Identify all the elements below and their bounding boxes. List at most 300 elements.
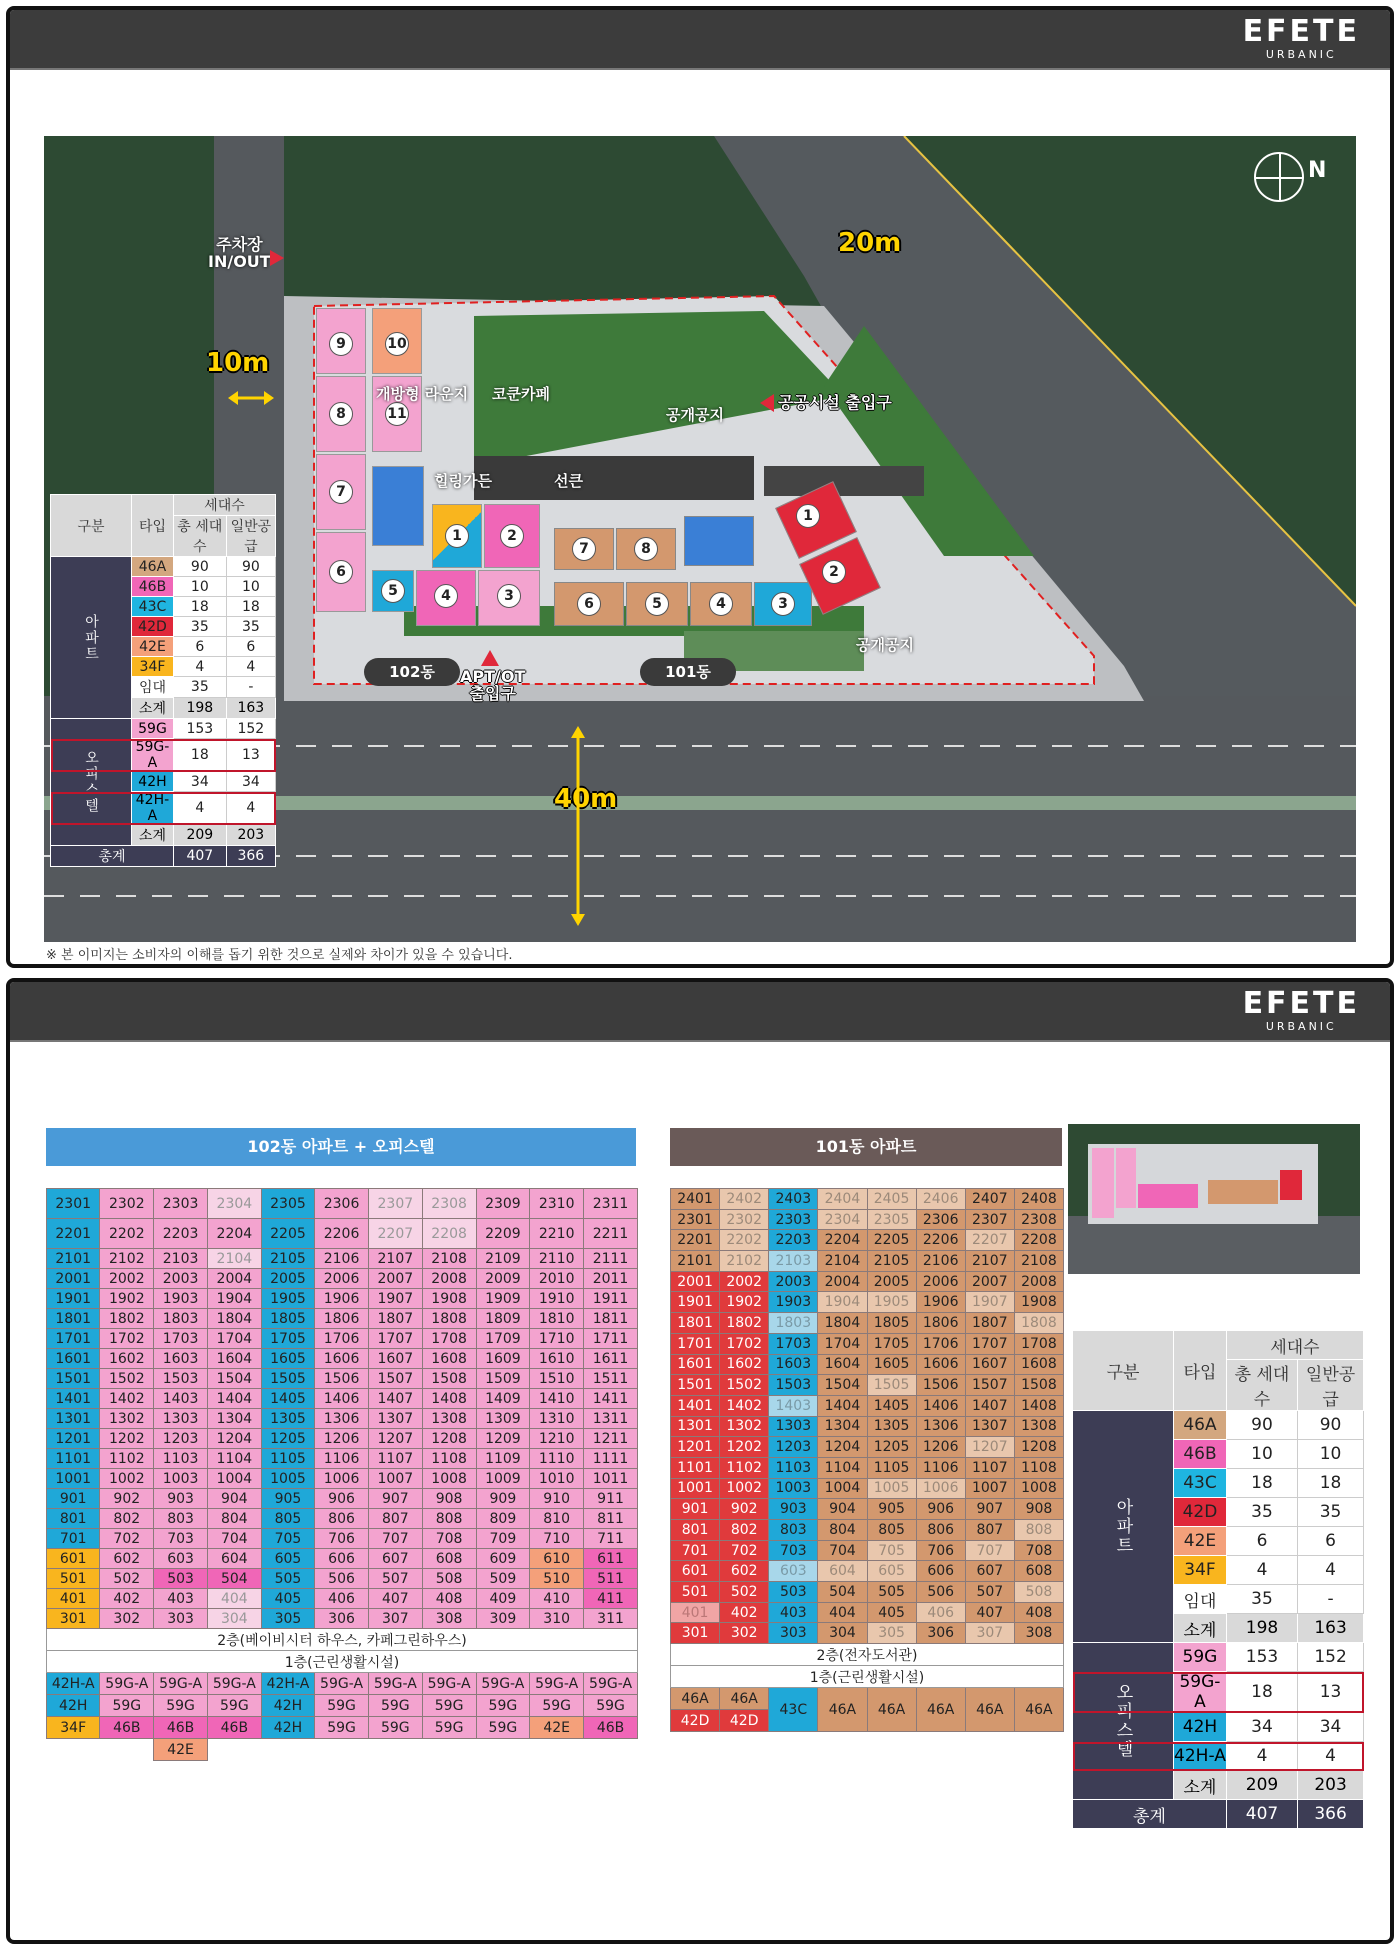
apt-subtotal-total: 198 <box>1226 1614 1297 1643</box>
type-cell: 46B <box>132 577 174 597</box>
h-cat: 구분 <box>1073 1331 1174 1411</box>
ground-type-cell: 42H <box>47 1695 100 1717</box>
unit-cell: 2210 <box>530 1219 584 1249</box>
unit-cell: 1809 <box>476 1309 530 1329</box>
general-cell: 90 <box>1298 1411 1364 1440</box>
type-cell: 42H <box>132 772 174 792</box>
unit-cell: 1705 <box>867 1333 916 1354</box>
unit-cell: 1608 <box>1014 1354 1063 1375</box>
unit-cell: 1710 <box>530 1329 584 1349</box>
unit-cell: 1506 <box>916 1375 965 1396</box>
unit-cell: 1105 <box>261 1449 314 1469</box>
ground-type-cell: 59G <box>368 1717 422 1739</box>
unit-cell: 1807 <box>965 1313 1014 1334</box>
unit-cell: 1201 <box>47 1429 100 1449</box>
unit-cell: 1305 <box>261 1409 314 1429</box>
unit-cell: 1811 <box>584 1309 638 1329</box>
unit-cell: 1410 <box>530 1389 584 1409</box>
floor-row <box>671 1292 1064 1313</box>
b102-unit-marker: 3 <box>497 584 521 608</box>
b101-unit-marker: 1 <box>796 504 820 528</box>
summary-table-2 <box>1072 1330 1364 1829</box>
grand-general: 366 <box>1298 1800 1364 1829</box>
unit-cell: 901 <box>47 1489 100 1509</box>
place-lounge: 개방형 라운지 <box>376 385 469 403</box>
ground-type-cell: 46B <box>584 1717 638 1739</box>
floor-row <box>671 1395 1064 1416</box>
summary-table-map <box>50 494 276 867</box>
general-cell: 4 <box>1298 1556 1364 1585</box>
unit-cell: 2008 <box>422 1269 476 1289</box>
general-cell: 13 <box>1298 1672 1364 1713</box>
unit-cell: 2204 <box>818 1230 867 1251</box>
unit-cell: 911 <box>584 1489 638 1509</box>
unit-cell: 706 <box>315 1529 369 1549</box>
total-cell: 34 <box>173 772 226 792</box>
floor-row <box>47 1329 638 1349</box>
unit-cell: 405 <box>261 1589 314 1609</box>
dim-arrow-10m <box>228 388 274 408</box>
b101-unit-marker: 2 <box>822 560 846 584</box>
apt-entrance-label: APT/OT 출입구 <box>460 667 526 703</box>
unit-cell: 2201 <box>671 1230 720 1251</box>
unit-cell: 1111 <box>584 1449 638 1469</box>
unit-cell: 1608 <box>422 1349 476 1369</box>
floor-row <box>47 1509 638 1529</box>
unit-cell: 602 <box>720 1561 769 1582</box>
apt-subtotal-label: 소계 <box>1174 1614 1227 1643</box>
unit-cell: 1905 <box>867 1292 916 1313</box>
unit-cell: 2306 <box>916 1209 965 1230</box>
bldg-102-title: 102동 아파트 + 오피스텔 <box>46 1128 636 1166</box>
apt-subtotal-label: 소계 <box>132 698 174 719</box>
ground-type-cell: 59G-A <box>207 1673 261 1695</box>
floor1-label: 1층(근린생활시설) <box>671 1666 1064 1688</box>
rooftop-solar <box>372 466 424 546</box>
unit-cell: 1310 <box>530 1409 584 1429</box>
unit-cell: 1801 <box>47 1309 100 1329</box>
unit-cell: 1605 <box>261 1349 314 1369</box>
ground-type-cell: 46A <box>965 1688 1014 1732</box>
unit-cell: 2308 <box>422 1189 476 1219</box>
unit-cell: 601 <box>47 1549 100 1569</box>
unit-cell: 1303 <box>769 1416 818 1437</box>
unit-cell: 1603 <box>154 1349 208 1369</box>
general-cell: 34 <box>226 772 275 792</box>
unit-cell: 2103 <box>769 1251 818 1272</box>
floor-row <box>671 1540 1064 1561</box>
unit-cell: 1107 <box>368 1449 422 1469</box>
unit-cell: 402 <box>100 1589 154 1609</box>
unit-cell: 2007 <box>368 1269 422 1289</box>
sunken-area <box>474 456 754 500</box>
unit-cell: 804 <box>207 1509 261 1529</box>
unit-cell: 902 <box>720 1499 769 1520</box>
unit-cell: 1008 <box>422 1469 476 1489</box>
ground-type-cell: 46A <box>867 1688 916 1732</box>
road-width-40m: 40m <box>554 784 618 814</box>
type-cell: 42E <box>1174 1527 1227 1556</box>
unit-cell: 2307 <box>965 1209 1014 1230</box>
unit-cell: 1404 <box>818 1395 867 1416</box>
road-width-10m: 10m <box>206 348 270 378</box>
unit-cell: 1611 <box>584 1349 638 1369</box>
ground-type-cell: 42E <box>154 1739 208 1761</box>
unit-cell: 2408 <box>1014 1189 1063 1210</box>
unit-cell: 1806 <box>315 1309 369 1329</box>
unit-cell: 506 <box>916 1582 965 1603</box>
unit-cell: 1902 <box>100 1289 154 1309</box>
unit-cell: 2002 <box>720 1271 769 1292</box>
ground-type-cell: 59G <box>207 1695 261 1717</box>
unit-cell: 1503 <box>154 1369 208 1389</box>
unit-cell: 1104 <box>207 1449 261 1469</box>
unit-cell: 611 <box>584 1549 638 1569</box>
unit-cell: 1207 <box>368 1429 422 1449</box>
unit-cell: 403 <box>154 1589 208 1609</box>
unit-cell: 2008 <box>1014 1271 1063 1292</box>
place-sunken: 선큰 <box>554 472 583 490</box>
ground-type-cell: 59G <box>476 1695 530 1717</box>
unit-cell: 1601 <box>671 1354 720 1375</box>
unit-cell: 501 <box>671 1582 720 1603</box>
type-cell: 59G <box>1174 1643 1227 1672</box>
bldg-101-unit-grid <box>670 1188 1064 1732</box>
unit-cell: 1306 <box>315 1409 369 1429</box>
unit-cell: 1409 <box>476 1389 530 1409</box>
floor1-label: 1층(근린생활시설) <box>47 1651 638 1673</box>
type-cell: 34F <box>132 657 174 677</box>
h-units: 세대수 <box>173 495 275 516</box>
summary-row <box>51 557 276 577</box>
unit-cell: 1604 <box>818 1354 867 1375</box>
grand-total: 407 <box>1226 1800 1297 1829</box>
floor-row <box>47 1569 638 1589</box>
unit-cell: 610 <box>530 1549 584 1569</box>
floor-row <box>671 1623 1064 1644</box>
compass-icon <box>1254 152 1304 202</box>
floor-row <box>671 1271 1064 1292</box>
floor2-label: 2층(베이비시터 하우스, 카페그린하우스) <box>47 1629 638 1651</box>
unit-cell: 1901 <box>671 1292 720 1313</box>
unit-cell: 1704 <box>818 1333 867 1354</box>
unit-cell: 707 <box>965 1540 1014 1561</box>
h-general: 일반공급 <box>226 516 275 557</box>
unit-cell: 2004 <box>818 1271 867 1292</box>
unit-cell: 1802 <box>100 1309 154 1329</box>
unit-cell: 1303 <box>154 1409 208 1429</box>
unit-cell: 1501 <box>47 1369 100 1389</box>
unit-cell: 2102 <box>100 1249 154 1269</box>
unit-cell: 711 <box>584 1529 638 1549</box>
unit-cell: 1309 <box>476 1409 530 1429</box>
header-bar <box>10 10 1390 70</box>
unit-cell: 1202 <box>720 1437 769 1458</box>
ground-type-cell: 46A <box>818 1688 867 1732</box>
unit-cell: 1508 <box>1014 1375 1063 1396</box>
ground-type-cell: 42H-A <box>261 1673 314 1695</box>
unit-cell: 407 <box>368 1589 422 1609</box>
unit-cell: 801 <box>671 1520 720 1541</box>
unit-cell: 1903 <box>154 1289 208 1309</box>
unit-cell: 1708 <box>422 1329 476 1349</box>
unit-cell: 1004 <box>818 1478 867 1499</box>
total-cell: 34 <box>1226 1713 1297 1742</box>
b101-unit-marker: 8 <box>634 537 658 561</box>
floor-row <box>671 1499 1064 1520</box>
unit-cell: 1703 <box>154 1329 208 1349</box>
unit-cell: 805 <box>261 1509 314 1529</box>
b102-unit-marker: 1 <box>445 524 469 548</box>
unit-cell: 907 <box>368 1489 422 1509</box>
unit-cell: 702 <box>720 1540 769 1561</box>
ground-type-cell: 59G <box>530 1695 584 1717</box>
unit-cell: 2109 <box>476 1249 530 1269</box>
ground-type-cell: 59G <box>422 1717 476 1739</box>
unit-cell: 710 <box>530 1529 584 1549</box>
total-cell: 35 <box>1226 1585 1297 1614</box>
unit-cell: 304 <box>207 1609 261 1629</box>
apt-subtotal-total: 198 <box>173 698 226 719</box>
type-cell: 46A <box>1174 1411 1227 1440</box>
general-cell: 6 <box>1298 1527 1364 1556</box>
ground-type-cell: 59G <box>584 1695 638 1717</box>
unit-cell: 409 <box>476 1589 530 1609</box>
ofs-subtotal-label: 소계 <box>132 825 174 846</box>
total-cell: 35 <box>173 617 226 637</box>
ground-type-cell: 42H <box>261 1695 314 1717</box>
unit-cell: 1802 <box>720 1313 769 1334</box>
unit-cell: 806 <box>916 1520 965 1541</box>
unit-cell: 1006 <box>916 1478 965 1499</box>
unit-cell: 2108 <box>422 1249 476 1269</box>
floor-row <box>671 1457 1064 1478</box>
unit-cell: 2310 <box>530 1189 584 1219</box>
type-cell: 42H-A <box>1174 1742 1227 1771</box>
type-cell: 59G-A <box>1174 1672 1227 1713</box>
total-cell: 18 <box>1226 1672 1297 1713</box>
unit-cell: 1108 <box>1014 1457 1063 1478</box>
dim-arrow-40m <box>568 726 588 926</box>
unit-cell: 704 <box>818 1540 867 1561</box>
unit-cell: 2302 <box>720 1209 769 1230</box>
unit-cell: 311 <box>584 1609 638 1629</box>
unit-cell: 2203 <box>154 1219 208 1249</box>
unit-cell: 1008 <box>1014 1478 1063 1499</box>
unit-cell: 1407 <box>965 1395 1014 1416</box>
unit-cell: 903 <box>154 1489 208 1509</box>
unit-cell: 1101 <box>671 1457 720 1478</box>
floor-row <box>47 1529 638 1549</box>
unit-cell: 1907 <box>965 1292 1014 1313</box>
unit-cell: 2311 <box>584 1189 638 1219</box>
general-cell: 4 <box>226 792 275 825</box>
ground-type-cell: 46B <box>100 1717 154 1739</box>
unit-cell: 1909 <box>476 1289 530 1309</box>
unit-cell: 309 <box>476 1609 530 1629</box>
general-cell: - <box>226 677 275 698</box>
unit-cell: 1703 <box>769 1333 818 1354</box>
unit-cell: 1807 <box>368 1309 422 1329</box>
unit-cell: 2111 <box>584 1249 638 1269</box>
unit-cell: 801 <box>47 1509 100 1529</box>
unit-cell: 1904 <box>818 1292 867 1313</box>
general-cell: 152 <box>1298 1643 1364 1672</box>
unit-cell: 1505 <box>867 1375 916 1396</box>
unit-cell: 1702 <box>720 1333 769 1354</box>
unit-cell: 1505 <box>261 1369 314 1389</box>
unit-cell: 2303 <box>154 1189 208 1219</box>
unit-cell: 1602 <box>100 1349 154 1369</box>
cat-apt: 아파트 <box>1073 1411 1174 1643</box>
summary-row <box>1073 1411 1364 1440</box>
unit-cell: 706 <box>916 1540 965 1561</box>
total-cell: 18 <box>173 597 226 617</box>
unit-cell: 703 <box>769 1540 818 1561</box>
unit-cell: 811 <box>584 1509 638 1529</box>
unit-cell: 1709 <box>476 1329 530 1349</box>
total-cell: 4 <box>1226 1556 1297 1585</box>
unit-cell: 908 <box>1014 1499 1063 1520</box>
unit-cell: 508 <box>1014 1582 1063 1603</box>
type-cell: 34F <box>1174 1556 1227 1585</box>
unit-cell: 1808 <box>422 1309 476 1329</box>
unit-cell: 909 <box>476 1489 530 1509</box>
unit-cell: 401 <box>47 1589 100 1609</box>
unit-cell: 1101 <box>47 1449 100 1469</box>
unit-cell: 907 <box>965 1499 1014 1520</box>
unit-cell: 1110 <box>530 1449 584 1469</box>
total-cell: 4 <box>173 657 226 677</box>
unit-cell: 608 <box>1014 1561 1063 1582</box>
unit-cell: 407 <box>965 1602 1014 1623</box>
unit-cell: 2007 <box>965 1271 1014 1292</box>
unit-cell: 1507 <box>368 1369 422 1389</box>
unit-cell: 301 <box>47 1609 100 1629</box>
unit-cell: 1804 <box>207 1309 261 1329</box>
type-cell: 59G-A <box>132 739 174 772</box>
unit-cell: 1504 <box>818 1375 867 1396</box>
total-cell: 4 <box>173 792 226 825</box>
unit-cell: 1302 <box>720 1416 769 1437</box>
unit-cell: 1104 <box>818 1457 867 1478</box>
unit-cell: 1806 <box>916 1313 965 1334</box>
unit-cell: 2003 <box>154 1269 208 1289</box>
ground-type-cell: 59G <box>100 1695 154 1717</box>
unit-cell: 2309 <box>476 1189 530 1219</box>
unit-cell: 404 <box>207 1589 261 1609</box>
unit-cell: 1001 <box>671 1478 720 1499</box>
unit-cell: 1005 <box>261 1469 314 1489</box>
floor-row <box>47 1449 638 1469</box>
unit-cell: 1805 <box>867 1313 916 1334</box>
unit-cell: 305 <box>261 1609 314 1629</box>
parking-arrow <box>270 250 284 266</box>
unit-cell: 1206 <box>315 1429 369 1449</box>
b102-unit-marker: 4 <box>434 584 458 608</box>
ground-type-cell: 59G <box>315 1695 369 1717</box>
unit-cell: 303 <box>154 1609 208 1629</box>
unit-cell: 1107 <box>965 1457 1014 1478</box>
unit-cell: 1210 <box>530 1429 584 1449</box>
unit-cell: 2106 <box>315 1249 369 1269</box>
unit-cell: 2301 <box>47 1189 100 1219</box>
unit-cell: 1708 <box>1014 1333 1063 1354</box>
unit-cell: 2001 <box>671 1271 720 1292</box>
brand-logo-2 <box>1243 988 1360 1034</box>
ground-type-cell: 59G-A <box>584 1673 638 1695</box>
unit-cell: 605 <box>261 1549 314 1569</box>
unit-cell: 1403 <box>769 1395 818 1416</box>
ground-type-cell: 46B <box>207 1717 261 1739</box>
bldg-101-title: 101동 아파트 <box>670 1128 1062 1166</box>
unit-cell: 1002 <box>720 1478 769 1499</box>
unit-cell: 2105 <box>867 1251 916 1272</box>
unit-cell: 1901 <box>47 1289 100 1309</box>
unit-cell: 1501 <box>671 1375 720 1396</box>
unit-cell: 708 <box>1014 1540 1063 1561</box>
unit-cell: 2202 <box>100 1219 154 1249</box>
unit-cell: 502 <box>100 1569 154 1589</box>
unit-cell: 1603 <box>769 1354 818 1375</box>
ofs-subtotal-total: 209 <box>1226 1771 1297 1800</box>
unit-cell: 1405 <box>261 1389 314 1409</box>
total-cell: 35 <box>173 677 226 698</box>
unit-cell: 2202 <box>720 1230 769 1251</box>
unit-cell: 1503 <box>769 1375 818 1396</box>
floor-row <box>671 1251 1064 1272</box>
unit-cell: 1911 <box>584 1289 638 1309</box>
general-cell: 4 <box>226 657 275 677</box>
unit-cell: 1207 <box>965 1437 1014 1458</box>
unit-cell: 408 <box>422 1589 476 1609</box>
unit-cell: 408 <box>1014 1602 1063 1623</box>
b101-unit-marker: 4 <box>709 592 733 616</box>
unit-cell: 1004 <box>207 1469 261 1489</box>
general-cell: 10 <box>1298 1440 1364 1469</box>
unit-cell: 511 <box>584 1569 638 1589</box>
unit-cell: 404 <box>818 1602 867 1623</box>
ground-type-cell: 59G-A <box>422 1673 476 1695</box>
total-cell: 18 <box>173 739 226 772</box>
unit-cell: 704 <box>207 1529 261 1549</box>
unit-cell: 502 <box>720 1582 769 1603</box>
unit-cell: 1508 <box>422 1369 476 1389</box>
unit-cell: 1707 <box>368 1329 422 1349</box>
unit-cell: 1907 <box>368 1289 422 1309</box>
unit-cell: 1607 <box>965 1354 1014 1375</box>
unit-cell: 1307 <box>965 1416 1014 1437</box>
unit-cell: 705 <box>261 1529 314 1549</box>
place-healing-garden: 힐링가든 <box>434 472 492 490</box>
unit-cell: 1808 <box>1014 1313 1063 1334</box>
unit-cell: 703 <box>154 1529 208 1549</box>
brand-sub-2: URBANIC <box>1265 1020 1337 1033</box>
unit-cell: 603 <box>154 1549 208 1569</box>
unit-cell: 2405 <box>867 1189 916 1210</box>
unit-cell: 2207 <box>368 1219 422 1249</box>
unit-cell: 2304 <box>818 1209 867 1230</box>
unit-cell: 2306 <box>315 1189 369 1219</box>
b102-unit-marker: 7 <box>329 480 353 504</box>
floor-row <box>47 1429 638 1449</box>
summary-row <box>1073 1643 1364 1672</box>
unit-cell: 602 <box>100 1549 154 1569</box>
ground-type-cell: 59G <box>368 1695 422 1717</box>
unit-cell: 1408 <box>422 1389 476 1409</box>
unit-cell: 806 <box>315 1509 369 1529</box>
unit-cell: 2105 <box>261 1249 314 1269</box>
